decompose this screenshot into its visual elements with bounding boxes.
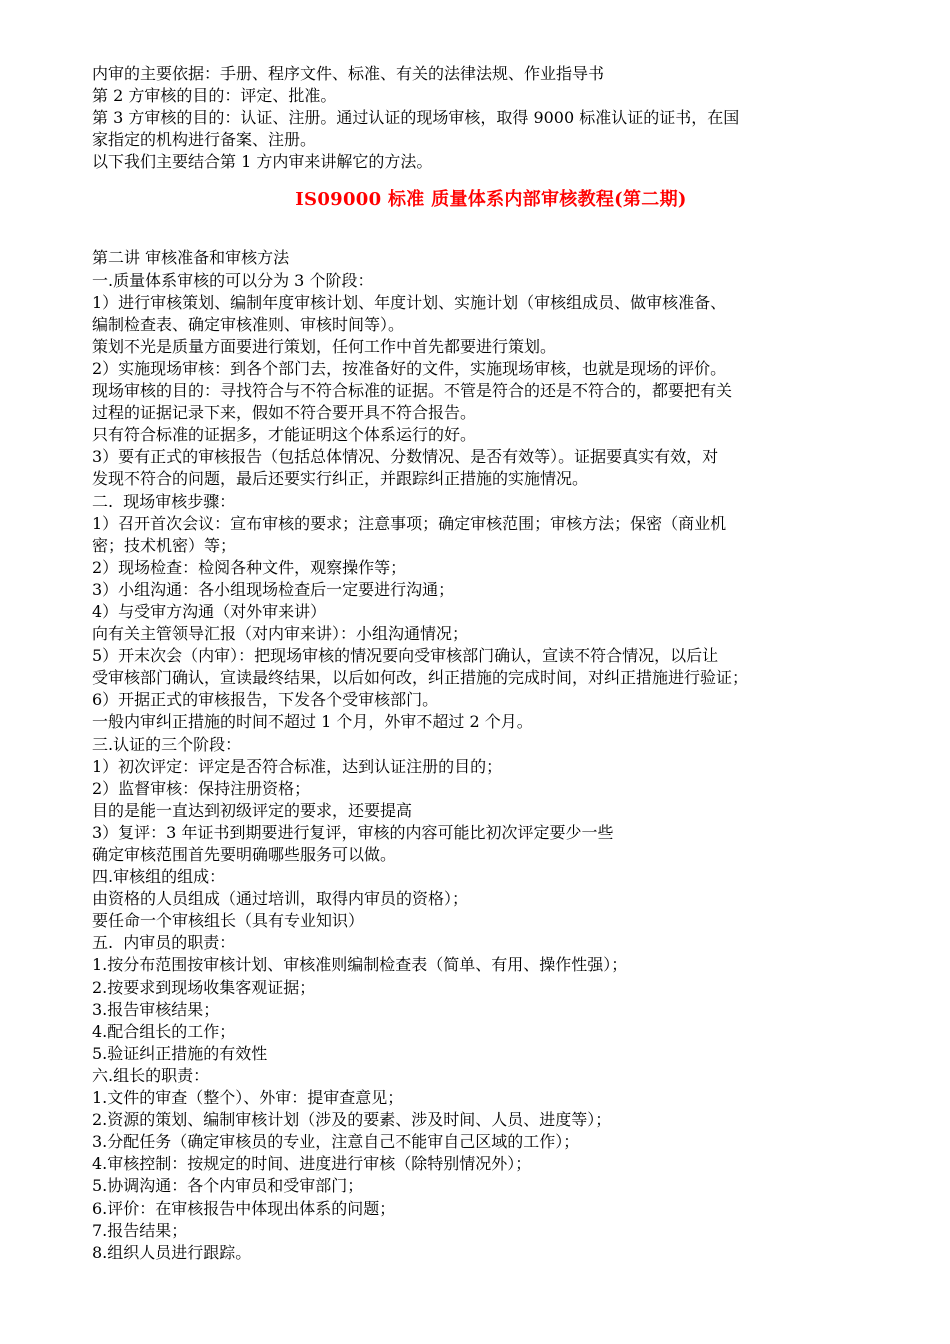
text-line: 5.验证纠正措施的有效性 <box>92 1043 268 1063</box>
text-line: 密；技术机密）等； <box>92 535 237 555</box>
text-line: 三.认证的三个阶段： <box>92 734 242 754</box>
text-line: 只有符合标准的证据多，才能证明这个体系运行的好。 <box>92 425 477 445</box>
text-line: 1.按分布范围按审核计划、审核准则编制检查表（简单、有用、操作性强）； <box>92 955 628 975</box>
text-line: 3.报告审核结果； <box>92 999 220 1019</box>
text-line: 3）复评：3 年证书到期要进行复评，审核的内容可能比初次评定要少一些 <box>92 822 614 842</box>
document-title: IS09000 标准 质量体系内部审核教程(第二期) <box>295 189 687 211</box>
text-line: 二. 现场审核步骤： <box>92 491 236 511</box>
text-line: 2）监督审核：保持注册资格； <box>92 778 311 798</box>
text-line: 2）实施现场审核：到各个部门去，按准备好的文件，实施现场审核，也就是现场的评价。 <box>92 358 727 378</box>
text-line: 6.评价：在审核报告中体现出体系的问题； <box>92 1198 396 1218</box>
text-line: 3）要有正式的审核报告（包括总体情况、分数情况、是否有效等）。证据要真实有效，对 <box>92 447 719 467</box>
body-section <box>92 247 890 1263</box>
text-line: 1）初次评定：评定是否符合标准，达到认证注册的目的； <box>92 756 503 776</box>
text-line: 编制检查表、确定审核准则、审核时间等）。 <box>92 314 405 334</box>
text-line: 策划不光是质量方面要进行策划，任何工作中首先都要进行策划。 <box>92 336 557 356</box>
text-line: 要任命一个审核组长（具有专业知识） <box>92 911 365 931</box>
text-line: 3.分配任务（确定审核员的专业，注意自己不能审自己区域的工作）； <box>92 1132 580 1152</box>
text-line: 向有关主管领导汇报（对内审来讲）：小组沟通情况； <box>92 624 469 644</box>
text-line: 发现不符合的问题，最后还要实行纠正，并跟踪纠正措施的实施情况。 <box>92 469 589 489</box>
text-line: 第 2 方审核的目的：评定、批准。 <box>92 86 337 106</box>
text-line: 目的是能一直达到初级评定的要求，还要提高 <box>92 800 413 820</box>
text-line: 确定审核范围首先要明确哪些服务可以做。 <box>92 845 397 864</box>
text-line: 受审核部门确认，宣读最终结果，以后如何改，纠正措施的完成时间，对纠正措施进行验证； <box>92 668 749 688</box>
text-line: 4）与受审方沟通（对外审来讲） <box>92 601 327 621</box>
text-line: 5.协调沟通：各个内审员和受审部门； <box>92 1176 364 1196</box>
text-line: 内审的主要依据：手册、程序文件、标准、有关的法律法规、作业指导书 <box>92 64 605 83</box>
text-line: 3）小组沟通：各小组现场检查后一定要进行沟通； <box>92 579 455 599</box>
text-line: 1）召开首次会议：宣布审核的要求；注意事项；确定审核范围；审核方法；保密（商业机 <box>92 513 727 533</box>
text-line: 7.报告结果； <box>92 1220 188 1240</box>
text-line: 一般内审纠正措施的时间不超过 1 个月，外审不超过 2 个月。 <box>92 712 533 732</box>
text-line: 六.组长的职责： <box>92 1065 210 1085</box>
text-line: 现场审核的目的：寻找符合与不符合标准的证据。不管是符合的还是不符合的，都要把有关 <box>92 381 733 401</box>
text-line: 第 3 方审核的目的：认证、注册。通过认证的现场审核，取得 9000 标准认证的证书，在国 <box>92 108 740 128</box>
text-line: 家指定的机构进行备案、注册。 <box>92 130 317 150</box>
text-line: 6）开据正式的审核报告，下发各个受审核部门。 <box>92 690 439 710</box>
text-line: 2.资源的策划、编制审核计划（涉及的要素、涉及时间、人员、进度等）； <box>92 1110 612 1130</box>
text-line: 1.文件的审查（整个）、外审：提审查意见； <box>92 1088 404 1108</box>
text-line: 过程的证据记录下来，假如不符合要开具不符合报告。 <box>92 403 477 423</box>
text-line: 五. 内审员的职责： <box>92 933 236 953</box>
text-line: 4.配合组长的工作； <box>92 1021 236 1041</box>
text-line: 5）开末次会（内审）：把现场审核的情况要向受审核部门确认，宣读不符合情况，以后让 <box>92 646 719 666</box>
text-line: 以下我们主要结合第 1 方内审来讲解它的方法。 <box>92 152 433 172</box>
text-line: 2）现场检查：检阅各种文件，观察操作等； <box>92 557 407 577</box>
text-line: 一.质量体系审核的可以分为 3 个阶段： <box>92 270 374 290</box>
text-line: 第二讲 审核准备和审核方法 <box>92 248 290 268</box>
text-line: 4.审核控制：按规定的时间、进度进行审核（除特别情况外）； <box>92 1154 532 1174</box>
intro-section <box>92 63 890 173</box>
text-line: 2.按要求到现场收集客观证据； <box>92 977 316 997</box>
text-line: 8.组织人员进行跟踪。 <box>92 1242 252 1262</box>
text-line: 由资格的人员组成（通过培训，取得内审员的资格）； <box>92 889 469 909</box>
text-line: 1）进行审核策划、编制年度审核计划、年度计划、实施计划（审核组成员、做审核准备、 <box>92 292 727 312</box>
text-line: 四.审核组的组成： <box>92 867 226 887</box>
